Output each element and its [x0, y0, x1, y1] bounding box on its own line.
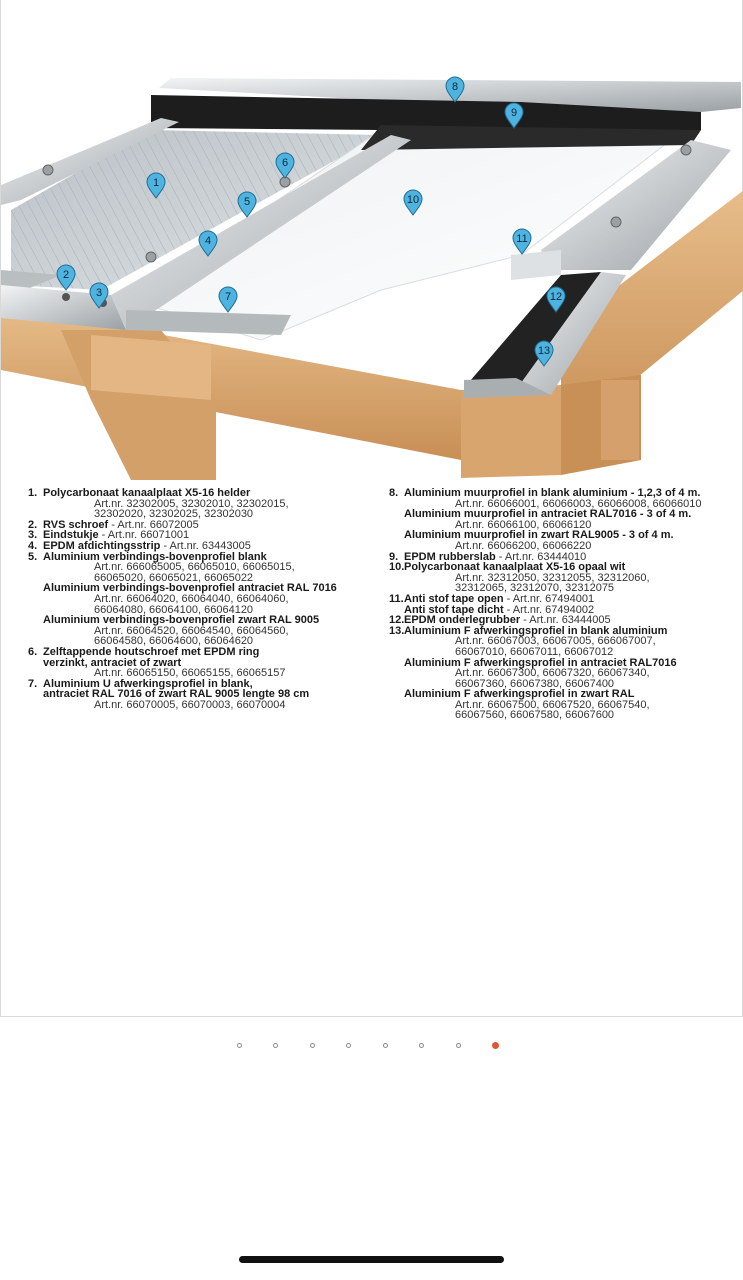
legend-art: 66067010, 66067011, 66067012 — [455, 645, 614, 658]
legend-art: 66064580, 66064600, 66064620 — [94, 635, 254, 648]
legend-art: 32312065, 32312070, 32312075 — [455, 582, 615, 595]
svg-text:13: 13 — [537, 345, 551, 357]
legend-subtitle: Aluminium muurprofiel in zwart RAL9005 - 3 of 4 m. — [404, 529, 674, 542]
legend-item — [28, 679, 373, 711]
legend-subtitle: Aluminium F afwerkingsprofiel in antraciet RAL7016 — [404, 656, 677, 669]
legend-art: Art.nr. 66066100, 66066120 — [455, 518, 592, 531]
legend-art: 66064080, 66064100, 66064120 — [94, 603, 254, 616]
legend-art: 66065020, 66065021, 66065022 — [94, 571, 254, 584]
legend-right — [389, 488, 741, 721]
svg-text:1: 1 — [152, 177, 160, 189]
legend-item — [389, 594, 741, 615]
legend-title: Aluminium F afwerkingsprofiel in blank aluminium — [404, 624, 668, 637]
legend-art: Art.nr. 32312050, 32312055, 32312060, — [455, 571, 650, 584]
legend-art: Art.nr. 66067003, 66067005, 666067007, — [455, 635, 656, 648]
home-indicator[interactable] — [239, 1256, 504, 1263]
legend-subtitle: Aluminium verbindings-bovenprofiel antraciet RAL 7016 — [43, 582, 337, 595]
legend-title: EPDM rubberslab — [404, 550, 496, 563]
legend-number: 2. — [28, 518, 38, 531]
svg-text:3: 3 — [95, 287, 103, 299]
legend-art: Art.nr. 32302005, 32302010, 32302015, — [94, 497, 289, 510]
legend-item — [389, 488, 741, 552]
callout-pin[interactable] — [238, 192, 256, 217]
legend-subtitle: Aluminium muurprofiel in antraciet RAL7016 - 3 of 4 m. — [404, 508, 692, 521]
legend-number: 8. — [389, 487, 399, 499]
legend-number: 9. — [389, 550, 399, 563]
legend-number: 13. — [389, 624, 405, 637]
legend-title: verzinkt, antraciet of zwart — [43, 656, 182, 669]
legend-title: Aluminium verbindings-bovenprofiel blank — [43, 550, 267, 563]
legend-art: 66067560, 66067580, 66067600 — [455, 709, 615, 722]
legend-number: 12. — [389, 614, 405, 627]
svg-text:7: 7 — [224, 291, 232, 303]
svg-text:6: 6 — [281, 157, 289, 169]
carousel-page-indicator[interactable] — [237, 1043, 499, 1053]
legend-title: Polycarbonaat kanaalplaat X5-16 helder — [43, 487, 251, 499]
carousel-dot[interactable] — [310, 1043, 315, 1048]
legend-art: - Art.nr. 63443005 — [160, 539, 251, 552]
legend-item — [28, 647, 373, 679]
svg-text:2: 2 — [62, 269, 70, 281]
svg-text:10: 10 — [406, 194, 420, 206]
legend-title: EPDM onderlegrubber — [404, 614, 521, 627]
legend-number: 11. — [389, 592, 404, 605]
legend-item — [28, 552, 373, 647]
svg-text:12: 12 — [549, 291, 563, 303]
legend-art: - Art.nr. 66071001 — [98, 529, 190, 542]
legend-art: Art.nr. 66067300, 66067320, 66067340, — [455, 667, 650, 680]
legend-art: Art.nr. 66065150, 66065155, 66065157 — [94, 667, 286, 680]
svg-text:4: 4 — [204, 235, 212, 247]
legend-art: - Art.nr. 63444010 — [495, 550, 587, 563]
legend-subtitle: Aluminium F afwerkingsprofiel in zwart RAL — [404, 688, 635, 701]
legend-number: 6. — [28, 645, 38, 658]
legend-title: antraciet RAL 7016 of zwart RAL 9005 lengte 98 cm — [43, 688, 310, 701]
legend-art: 32302020, 32302025, 32302030 — [94, 508, 254, 521]
legend-art: Art.nr. 66067500, 66067520, 66067540, — [455, 698, 650, 711]
legend-art: - Art.nr. 66072005 — [108, 518, 199, 531]
legend-art: 66067360, 66067380, 66067400 — [455, 677, 615, 690]
legend-art: - Art.nr. 63444005 — [520, 614, 611, 627]
carousel-dot[interactable] — [419, 1043, 424, 1048]
legend-title: Polycarbonaat kanaalplaat X5-16 opaal wit — [404, 561, 626, 574]
legend-number: 10. — [389, 561, 405, 574]
svg-text:5: 5 — [243, 196, 251, 208]
legend-title: EPDM afdichtingsstrip — [43, 539, 161, 552]
svg-text:8: 8 — [451, 81, 459, 93]
legend-title: Zelftappende houtschroef met EPDM ring — [43, 645, 260, 658]
svg-text:9: 9 — [510, 107, 518, 119]
legend-number: 5. — [28, 550, 38, 563]
legend-item — [389, 626, 741, 721]
legend-number: 3. — [28, 529, 38, 542]
roof-construction-diagram — [1, 0, 743, 480]
legend-subtitle: Aluminium verbindings-bovenprofiel zwart RAL 9005 — [43, 614, 320, 627]
legend-title: RVS schroef — [43, 518, 109, 531]
legend-item — [28, 488, 373, 520]
carousel-dot[interactable] — [273, 1043, 278, 1048]
legend-title: Anti stof tape open — [404, 592, 504, 605]
legend-art: - Art.nr. 67494001 — [503, 592, 595, 605]
carousel-dot[interactable] — [383, 1043, 388, 1048]
legend-art: Art.nr. 66066001, 66066003, 66066008, 66066010 — [455, 497, 702, 510]
legend-number: 7. — [28, 677, 38, 690]
legend-title: Aluminium muurprofiel in blank aluminium - 1,2,3 of 4 m. — [404, 487, 701, 499]
legend-number: 4. — [28, 539, 38, 552]
carousel-dot[interactable] — [237, 1043, 242, 1048]
carousel-dot-active[interactable] — [492, 1042, 499, 1049]
legend-art: Art.nr. 66070005, 66070003, 66070004 — [94, 698, 286, 711]
carousel-dot[interactable] — [456, 1043, 461, 1048]
legend-title: Aluminium U afwerkingsprofiel in blank, — [43, 677, 253, 690]
legend-art: - Art.nr. 67494002 — [503, 603, 595, 616]
carousel-dot[interactable] — [346, 1043, 351, 1048]
legend-left — [28, 488, 373, 710]
legend-art: Art.nr. 666065005, 66065010, 66065015, — [94, 561, 295, 574]
legend-title: Eindstukje — [43, 529, 99, 542]
legend-art: Art.nr. 66064020, 66064040, 66064060, — [94, 592, 289, 605]
legend-item — [389, 562, 741, 594]
legend-art: Art.nr. 66064520, 66064540, 66064560, — [94, 624, 289, 637]
svg-text:11: 11 — [516, 233, 528, 245]
legend-art: Art.nr. 66066200, 66066220 — [455, 539, 592, 552]
legend-number: 1. — [28, 487, 38, 499]
legend-title: Anti stof tape dicht — [404, 603, 504, 616]
